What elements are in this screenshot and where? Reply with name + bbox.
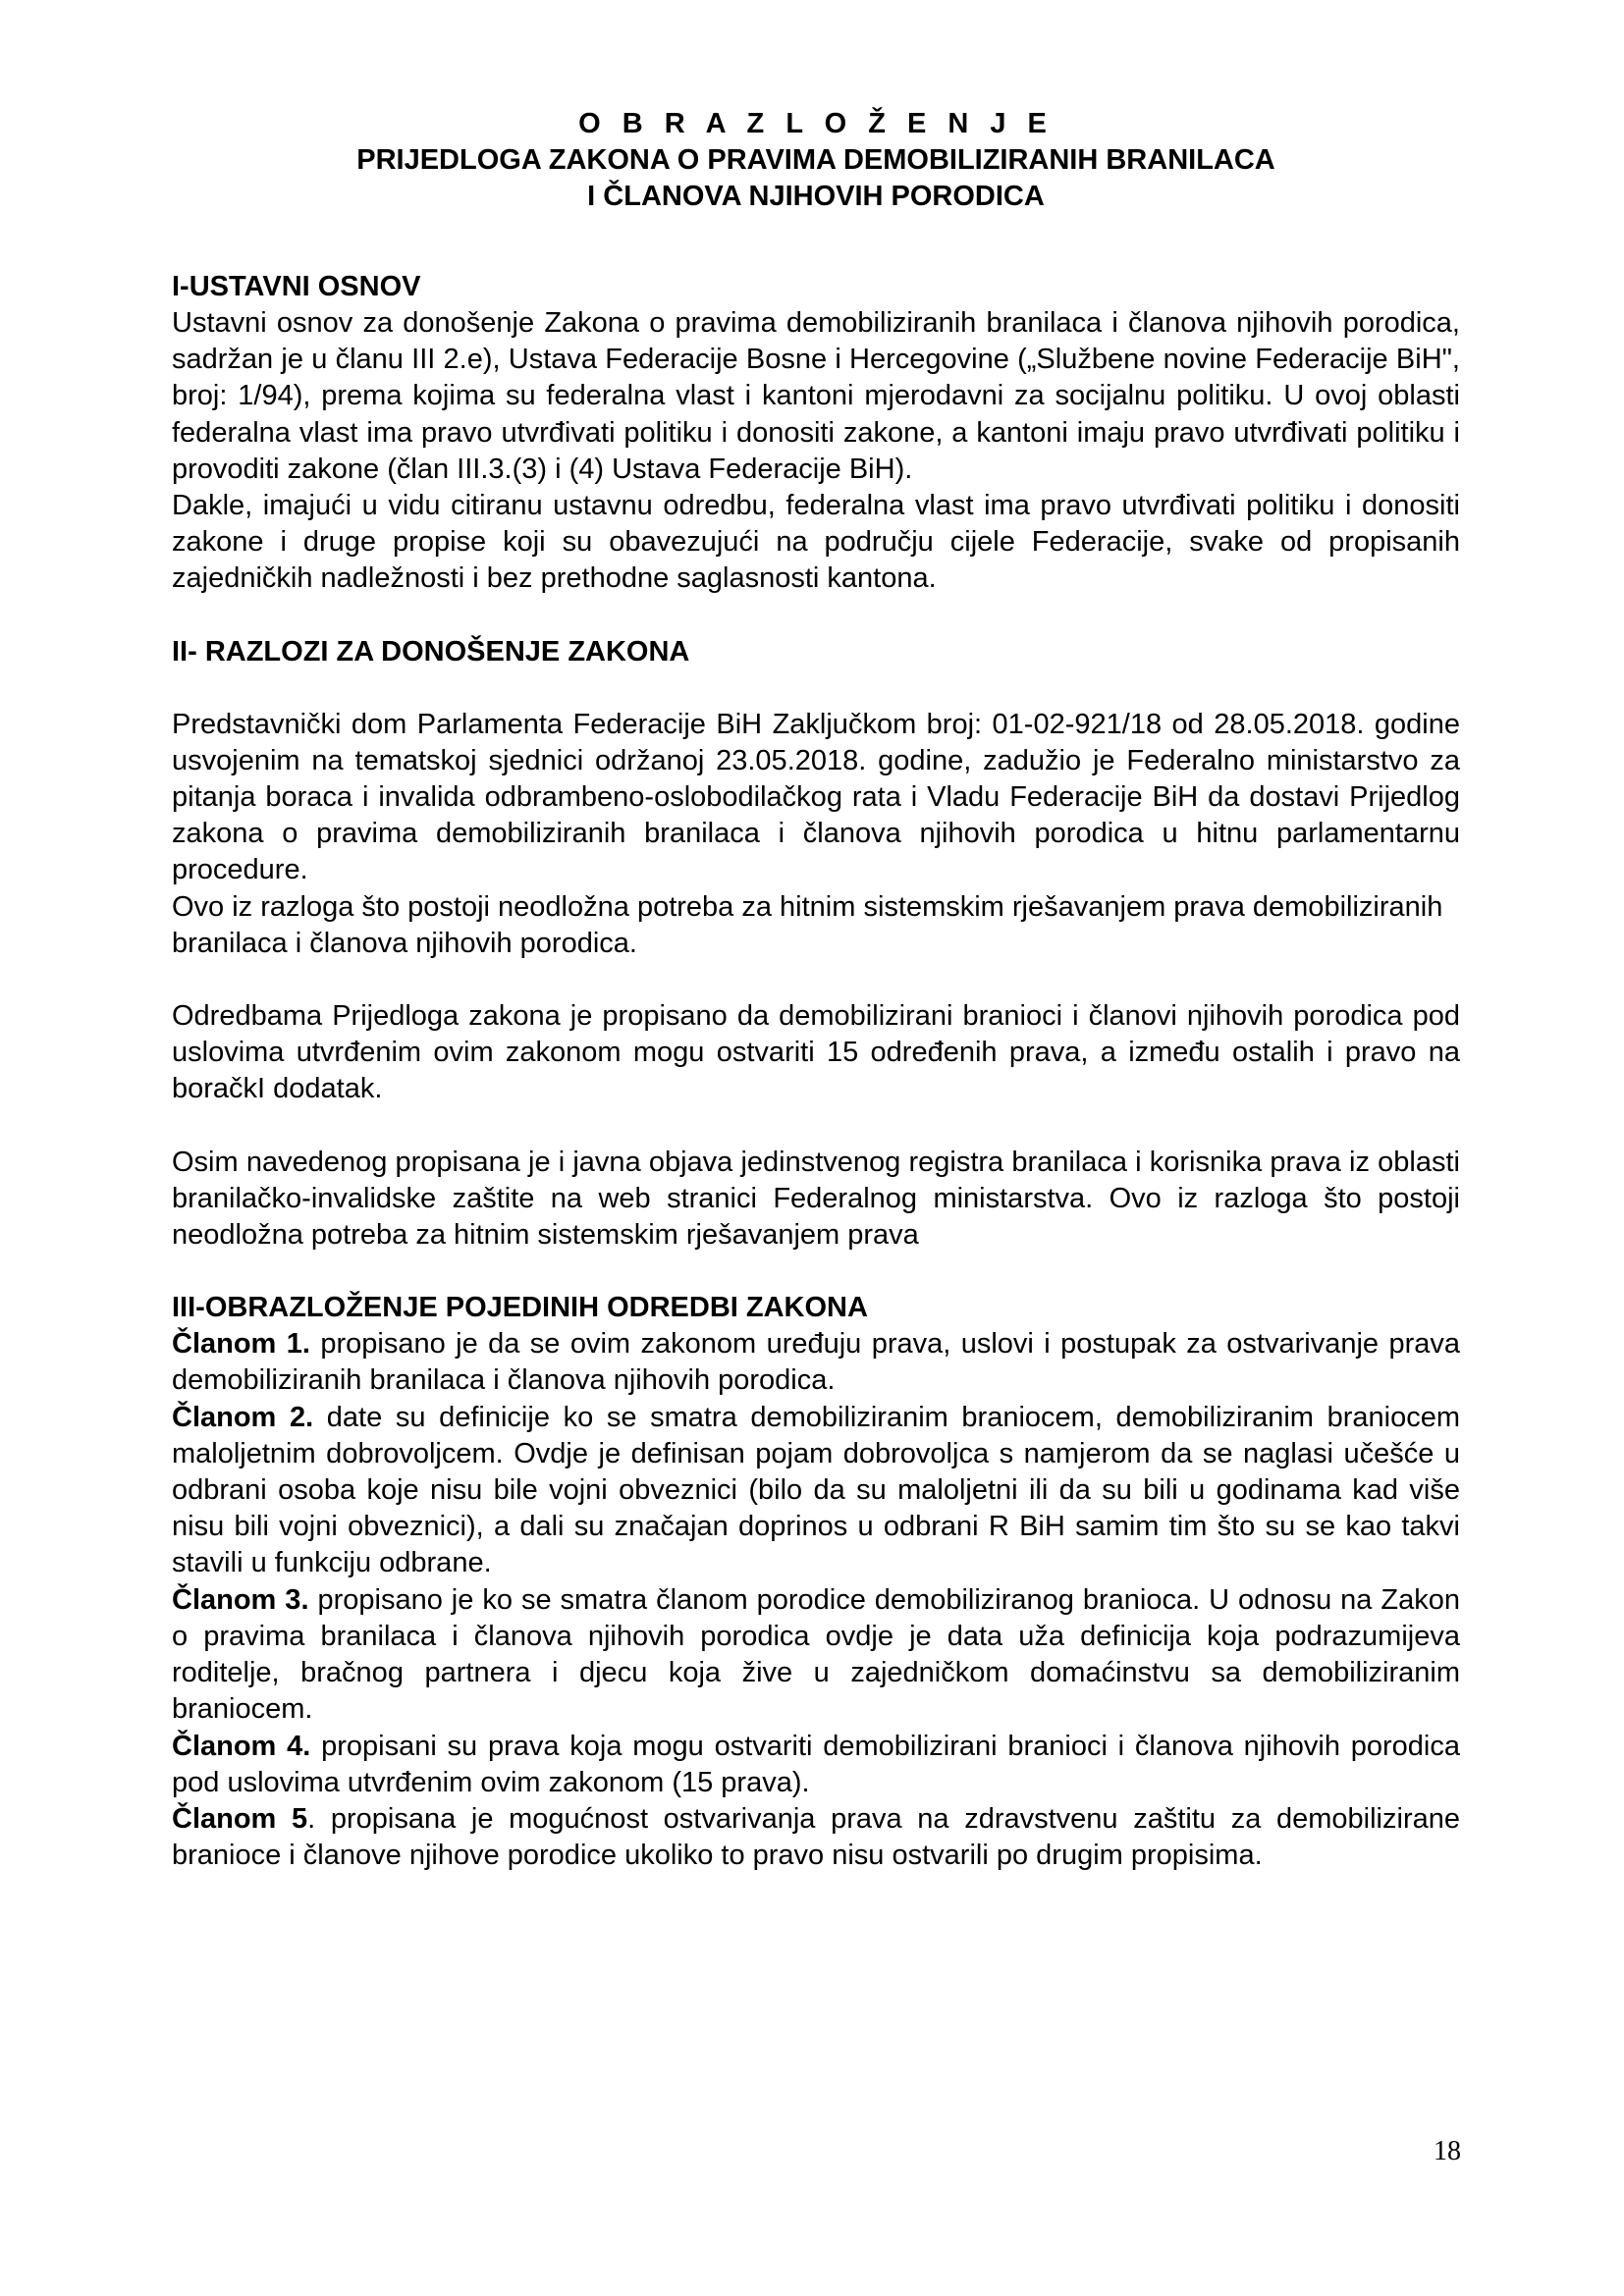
- section1-paragraph-2: Dakle, imajući u vidu citiranu ustavnu odredbu, federalna vlast ima pravo utvrđivati politiku i donositi zakone i druge propise koji su obavezujući na području cijele Federacije, svake od propisanih zajedničkih nadležnosti i bez prethodne saglasnosti kantona.: [172, 490, 1460, 595]
- document-title-line-3: I ČLANOVA NJIHOVIH PORODICA: [587, 181, 1045, 212]
- section2-paragraph-3: Odredbama Prijedloga zakona je propisano da demobilizirani branioci i članovi njihovih porodica pod uslovima utvrđenim ovim zakonom mogu ostvariti 15 određenih prava, a između ostalih i pravo na boračkI dodatak.: [172, 1000, 1460, 1105]
- article-label-1: Članom 1.: [172, 1328, 310, 1361]
- article-text-2: date su definicije ko se smatra demobiliziranim braniocem, demobiliziranim braniocem maloljetnim dobrovoljcem. Ovdje je definisan pojam dobrovoljca s namjerom da se naglasi učešće u odbrani osoba koje nisu bile vojni obveznici (bilo da su maloljetni ili da su bili u godinama kad više nisu bili vojni obveznici), a dali su značajan doprinos u odbrani R BiH samim tim što su se kao takvi stavili u funkciju odbrane.: [172, 1401, 1460, 1579]
- section2-paragraph-1: Predstavnički dom Parlamenta Federacije BiH Zaključkom broj: 01-02-921/18 od 28.05.2018. godine usvojenim na tematskoj sjednici održanoj 23.05.2018. godine, zadužio je Federalno ministarstvo za pitanja boraca i invalida odbrambeno-oslobodilačkog rata i Vladu Federacije BiH da dostavi Prijedlog zakona o pravima demobiliziranih branilaca i članova njihovih porodica u hitnu parlamentarnu procedure.: [172, 708, 1460, 886]
- article-text-4: propisani su prava koja mogu ostvariti demobilizirani branioci i članova njihovih porodica pod uslovima utvrđenim ovim zakonom (15 prava).: [172, 1730, 1460, 1798]
- spacer-after-section2-heading: [172, 670, 1460, 707]
- article-text-3: propisano je ko se smatra članom porodice demobiliziranog branioca. U odnosu na Zakon o pravima branilaca i članova njihovih porodica ovdje je data uža definicija koja podrazumijeva roditelje, bračnog partnera i djecu koja žive u zajedničkom domaćinstvu sa demobiliziranim braniocem.: [172, 1583, 1460, 1726]
- article-text-5: . propisana je mogućnost ostvarivanja prava na zdravstvenu zaštitu za demobilizirane branioce i članove njihove porodice ukoliko to pravo nisu ostvarili po drugim propisima.: [172, 1802, 1460, 1872]
- spacer-mid-section2-b: [172, 1108, 1460, 1145]
- section2-paragraph-4: Osim navedenog propisana je i javna objava jedinstvenog registra branilaca i korisnika prava iz oblasti branilačko-invalidske zaštite na web stranici Federalnog ministarstva. Ovo iz razloga što postoji neodložna potreba za hitnim sistemskim rješavanjem prava: [172, 1146, 1460, 1252]
- spacer-before-section2: [172, 598, 1460, 634]
- document-title-line-1: [172, 106, 1460, 142]
- article-paragraph-2: [172, 1400, 1460, 1582]
- section-heading-obrazlozenje-pojedinih-odredbi-zakona: III-OBRAZLOŽENJE POJEDINIH ODREDBI ZAKONA: [172, 1292, 868, 1324]
- document-title-text-1: O B R A Z L O Ž E N J E: [578, 108, 1054, 139]
- article-paragraph-4: [172, 1729, 1460, 1801]
- section-heading-razlozi-za-donosenje-zakona: II- RAZLOZI ZA DONOŠENJE ZAKONA: [172, 635, 690, 667]
- spacer-after-title: [172, 215, 1460, 251]
- spacer-before-section3: [172, 1254, 1460, 1290]
- page-number: 18: [1434, 2136, 1461, 2166]
- document-body: [172, 106, 1460, 1874]
- spacer-after-title-2: [172, 251, 1460, 269]
- section2-paragraph-2: Ovo iz razloga što postoji neodložna potreba za hitnim sistemskim rješavanjem prava demobiliziranih branilaca i članova njihovih porodica.: [172, 890, 1443, 959]
- document-title-line-2: PRIJEDLOGA ZAKONA O PRAVIMA DEMOBILIZIRANIH BRANILACA: [356, 144, 1275, 176]
- article-paragraph-1: [172, 1326, 1460, 1399]
- article-label-2: Članom 2.: [172, 1401, 314, 1433]
- article-text-1: propisano je da se ovim zakonom uređuju prava, uslovi i postupak za ostvarivanje prava demobiliziranih branilaca i članova njihovih porodica.: [172, 1328, 1460, 1397]
- article-label-4: Članom 4.: [172, 1730, 311, 1762]
- spacer-mid-section2-a: [172, 962, 1460, 998]
- article-label-5: Članom 5: [172, 1802, 308, 1835]
- article-label-3: Članom 3.: [172, 1583, 309, 1616]
- article-paragraph-5: [172, 1801, 1460, 1874]
- section-heading-ustavni-osnov: I-USTAVNI OSNOV: [172, 271, 421, 302]
- document-title-block: [172, 106, 1460, 215]
- article-paragraph-3: [172, 1582, 1460, 1729]
- section1-paragraph-1: Ustavni osnov za donošenje Zakona o pravima demobiliziranih branilaca i članova njihovih porodica, sadržan je u članu III 2.e), Ustava Federacije Bosne i Hercegovine („Službene novine Federacije BiH", broj: 1/94), prema kojima su federalna vlast i kantoni mjerodavni za socijalnu politiku. U ovoj oblasti federalna vlast ima pravo utvrđivati politiku i donositi zakone, a kantoni imaju pravo utvrđivati politiku i provoditi zakone (član III.3.(3) i (4) Ustava Federacije BiH).: [172, 307, 1460, 485]
